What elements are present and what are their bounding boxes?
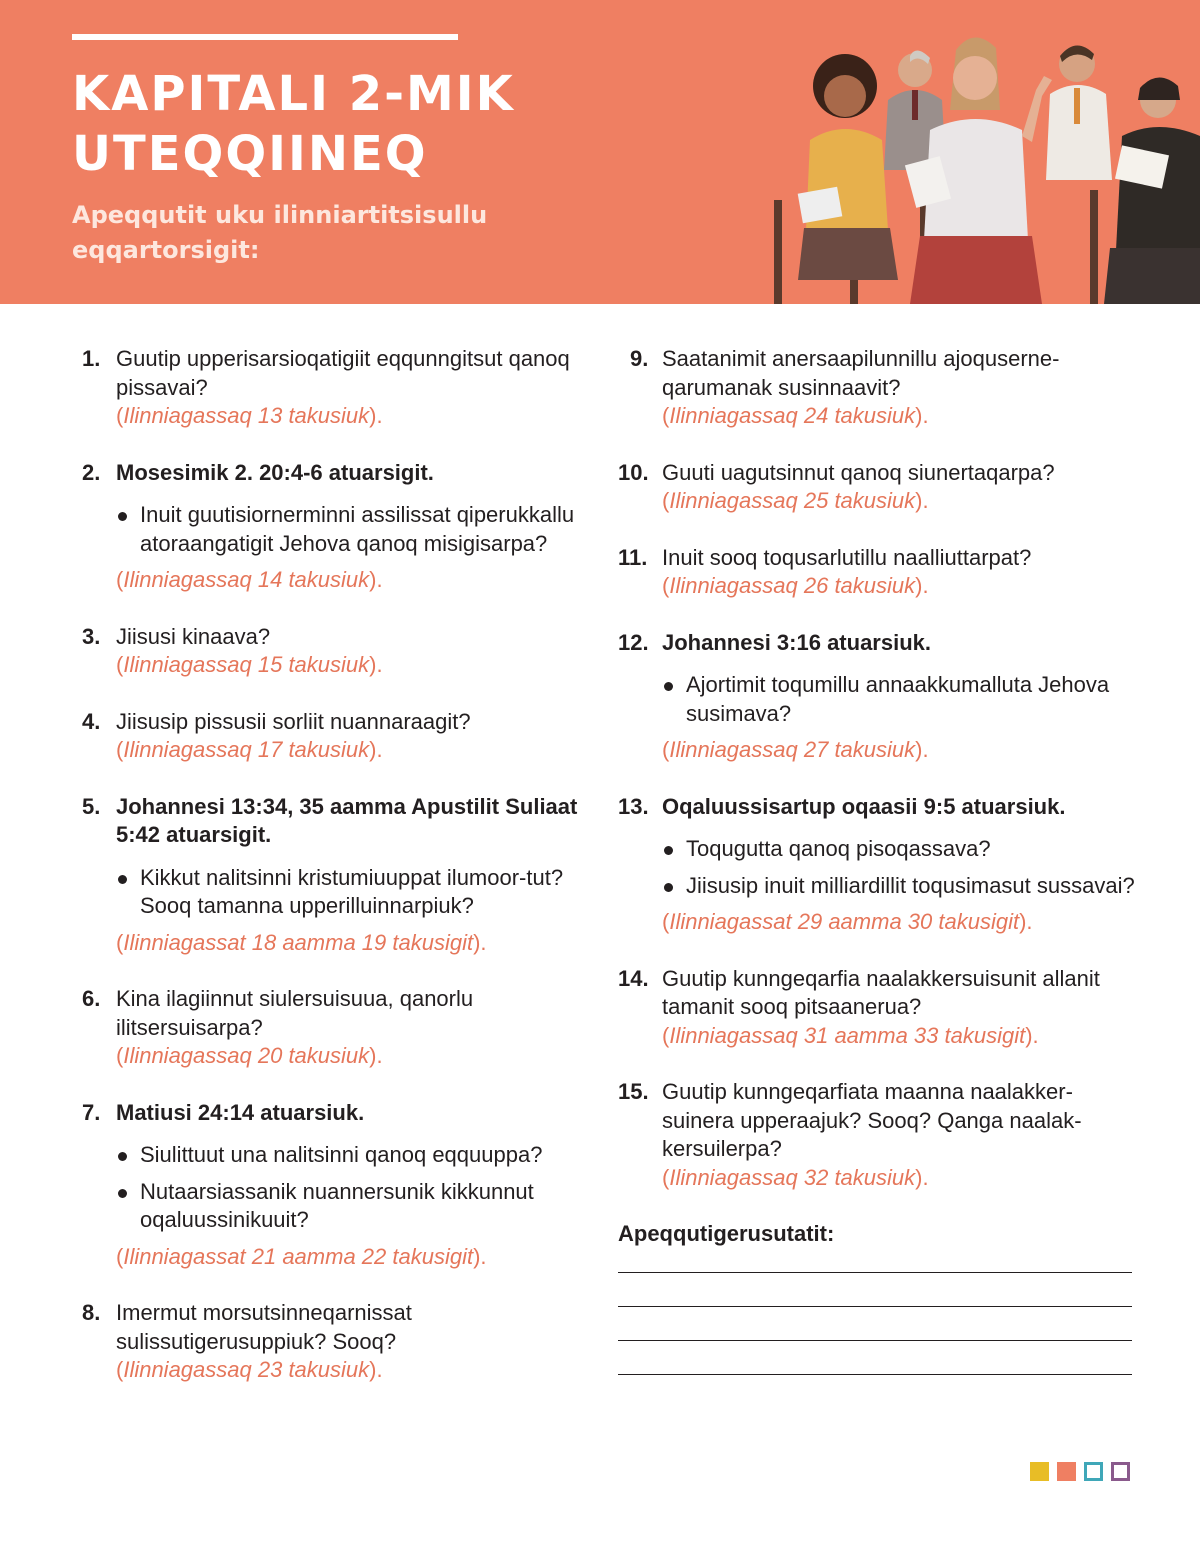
- question-4: [82, 708, 582, 765]
- questions-left-column: [82, 345, 582, 1413]
- question-13: [618, 793, 1138, 937]
- question-number: 13.: [618, 793, 649, 819]
- sub-question: Ajortimit toqumillu annaakkumalluta Jehova susimava?: [662, 671, 1138, 728]
- study-reference: (Ilinniagassaq 26 takusiuk).: [662, 573, 929, 598]
- question-number: 5.: [82, 793, 101, 819]
- question-number: 6.: [82, 986, 101, 1011]
- study-reference: (Ilinniagassaq 25 takusiuk).: [662, 488, 929, 513]
- question-text: Guutip kunngeqarfiata maanna naalakker-suinera upperaajuk? Sooq? Qanga naalak-kersuilerpa?: [662, 1079, 1082, 1161]
- sub-question: Toqugutta qanoq pisoqassava?: [662, 835, 1138, 864]
- sub-question: Kikkut nalitsinni kristumiuuppat ilumoor-tut? Sooq tamanna upperilluinnarpiuk?: [116, 864, 582, 921]
- square-teal-outline-icon: [1084, 1462, 1103, 1481]
- question-text: Guutip upperisarsioqatigiit eqqunngitsut qanoq pissavai?: [116, 346, 570, 400]
- square-purple-outline-icon: [1111, 1462, 1130, 1481]
- decorative-squares: [1030, 1462, 1130, 1481]
- study-reference: (Ilinniagassat 21 aamma 22 takusigit).: [116, 1243, 487, 1269]
- question-text: Jiisusi kinaava?: [116, 623, 271, 649]
- header-rule: [72, 34, 458, 40]
- question-number: 10.: [618, 459, 649, 485]
- page-subtitle: Apeqqutit uku ilinniartitsisullu eqqartorsigit:: [72, 201, 488, 264]
- question-15: [618, 1078, 1138, 1192]
- study-reference: (Ilinniagassaq 23 takusiuk).: [116, 1357, 383, 1382]
- question-10: [618, 459, 1138, 516]
- question-number: 1.: [82, 346, 101, 371]
- question-text: Saatanimit anersaapilunnillu ajoquserne-qarumanak susinnaavit?: [662, 346, 1060, 400]
- question-number: 14.: [618, 965, 649, 991]
- page-title: [72, 64, 515, 184]
- question-number: 2.: [82, 459, 101, 485]
- square-coral-icon: [1057, 1462, 1076, 1481]
- question-number: 9.: [630, 346, 649, 371]
- questions-right-column: [618, 345, 1138, 1375]
- question-number: 8.: [82, 1300, 101, 1325]
- note-line: [618, 1374, 1132, 1375]
- question-1: [82, 345, 582, 431]
- header-banner: [0, 0, 1200, 304]
- sub-question: Inuit guutisiornerminni assilissat qiperukkallu atoraangatigit Jehova qanoq misigisarpa?: [116, 501, 582, 558]
- question-text: Guuti uagutsinnut qanoq siunertaqarpa?: [662, 459, 1055, 485]
- question-number: 4.: [82, 708, 101, 734]
- sub-question: Jiisusip inuit milliardillit toqusimasut sussavai?: [662, 872, 1138, 901]
- scripture-reading: Oqaluussisartup oqaasii 9:5 atuarsiuk.: [662, 793, 1066, 819]
- question-6: [82, 985, 582, 1071]
- study-reference: (Ilinniagassaq 17 takusiuk).: [116, 737, 383, 762]
- scripture-reading: Johannesi 13:34, 35 aamma Apustilit Suliaat 5:42 atuarsigit.: [116, 793, 578, 847]
- question-number: 3.: [82, 623, 101, 649]
- notes-label: Apeqqutigerusutatit:: [618, 1221, 835, 1246]
- study-reference: (Ilinniagassat 18 aamma 19 takusigit).: [116, 929, 487, 955]
- sub-questions: [116, 1141, 582, 1235]
- question-12: [618, 629, 1138, 765]
- scripture-reading: Johannesi 3:16 atuarsiuk.: [662, 629, 931, 655]
- question-9: [618, 345, 1138, 431]
- study-reference: (Ilinniagassaq 14 takusiuk).: [116, 567, 383, 592]
- question-14: [618, 965, 1138, 1051]
- question-7: [82, 1099, 582, 1272]
- study-reference: (Ilinniagassaq 24 takusiuk).: [662, 403, 929, 428]
- study-reference: (Ilinniagassaq 20 takusiuk).: [116, 1043, 383, 1068]
- question-number: 7.: [82, 1099, 101, 1125]
- people-seated-illustration: [760, 30, 1200, 304]
- sub-question: Siulittuut una nalitsinni qanoq eqquuppa?: [116, 1141, 582, 1170]
- question-text: Guutip kunngeqarfia naalakkersuisunit allanit tamanit sooq pitsaanerua?: [662, 965, 1100, 1019]
- page-title-line1: KAPITALI 2-MIK: [72, 66, 515, 122]
- note-line: [618, 1306, 1132, 1307]
- question-text: Inuit sooq toqusarlutillu naalliuttarpat?: [662, 544, 1032, 570]
- question-3: [82, 623, 582, 680]
- sub-questions: [116, 501, 582, 558]
- question-text: Imermut morsutsinneqarnissat sulissutigerusuppiuk? Sooq?: [116, 1300, 412, 1354]
- question-number: 15.: [618, 1079, 649, 1104]
- note-line: [618, 1340, 1132, 1341]
- page-title-line2: UTEQQIINEQ: [72, 126, 428, 182]
- question-text: Kina ilagiinnut siulersuisuua, qanorlu ilitsersuisarpa?: [116, 986, 474, 1040]
- note-line: [618, 1272, 1132, 1273]
- question-text: Jiisusip pissusii sorliit nuannaraagit?: [116, 708, 471, 734]
- study-reference: (Ilinniagassat 29 aamma 30 takusigit).: [662, 909, 1033, 934]
- question-11: [618, 544, 1138, 601]
- question-5: [82, 793, 582, 958]
- question-2: [82, 459, 582, 595]
- study-reference: (Ilinniagassaq 27 takusiuk).: [662, 737, 929, 762]
- square-yellow-icon: [1030, 1462, 1049, 1481]
- scripture-reading: Mosesimik 2. 20:4-6 atuarsigit.: [116, 459, 434, 485]
- sub-questions: [662, 835, 1138, 900]
- scripture-reading: Matiusi 24:14 atuarsiuk.: [116, 1099, 365, 1125]
- study-reference: (Ilinniagassaq 15 takusiuk).: [116, 652, 383, 677]
- sub-question: Nutaarsiassanik nuannersunik kikkunnut oqaluussinikuuit?: [116, 1178, 582, 1235]
- study-reference: (Ilinniagassaq 13 takusiuk).: [116, 403, 383, 428]
- sub-questions: [662, 671, 1138, 728]
- study-reference: (Ilinniagassaq 32 takusiuk).: [662, 1164, 929, 1190]
- study-reference: (Ilinniagassaq 31 aamma 33 takusigit).: [662, 1022, 1039, 1048]
- question-number: 12.: [618, 629, 649, 655]
- sub-questions: [116, 864, 582, 921]
- question-number: 11.: [618, 544, 648, 570]
- question-8: [82, 1299, 582, 1385]
